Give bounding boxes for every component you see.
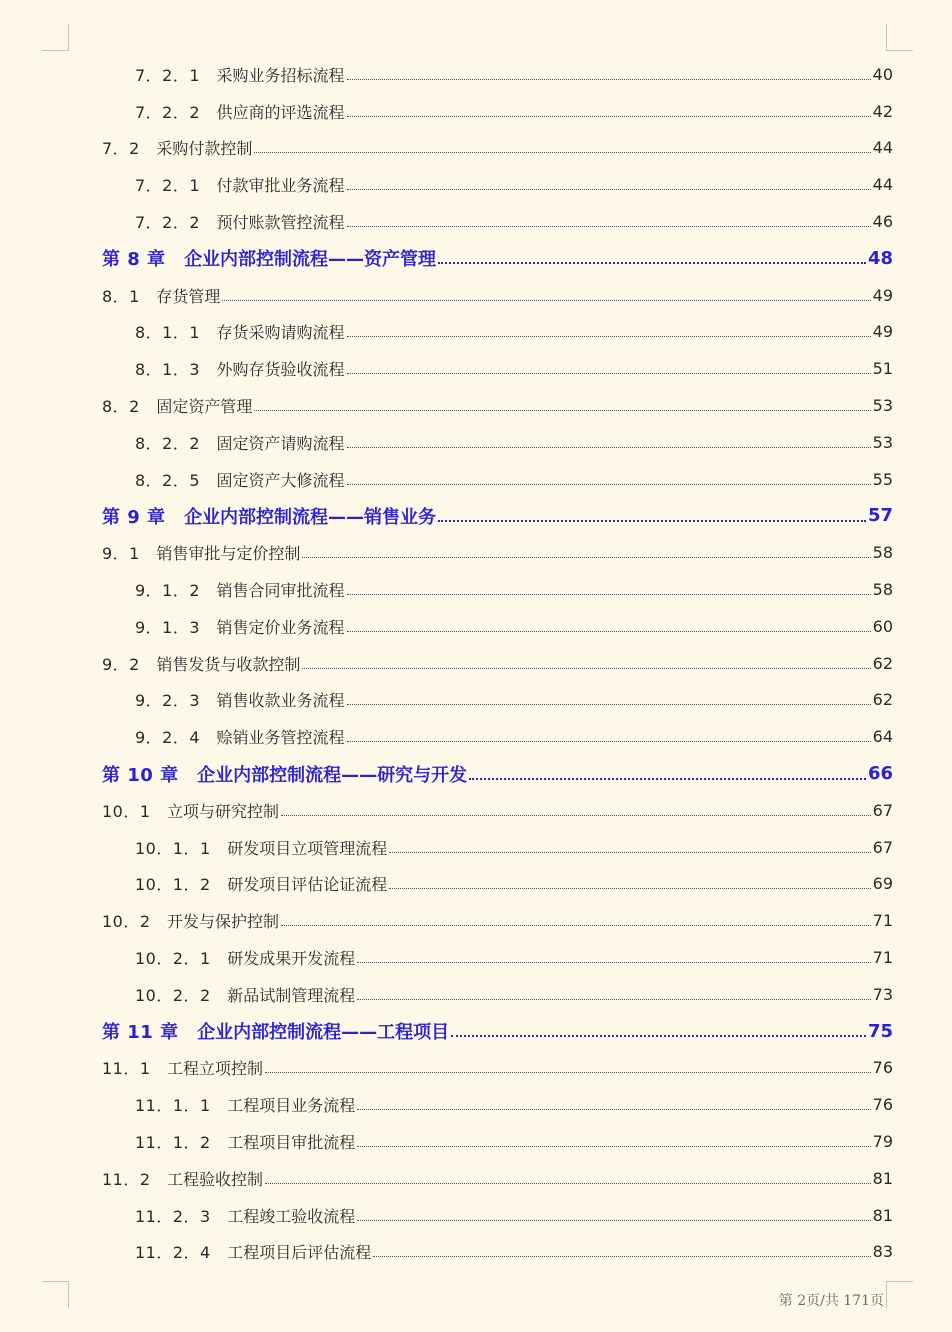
toc-chapter-entry[interactable] <box>102 755 893 792</box>
toc-entry[interactable] <box>102 608 893 645</box>
toc-entry-title: 固定资产管理 <box>156 397 253 417</box>
toc-entry-page-number: 81 <box>872 1168 893 1188</box>
toc-entry-number: 7．2．1 <box>135 176 217 196</box>
toc-entry[interactable] <box>102 645 893 682</box>
toc-entry-title: 企业内部控制流程——销售业务 <box>184 506 437 528</box>
dot-leader <box>347 704 871 705</box>
toc-entry-number: 10．2．1 <box>135 949 228 969</box>
toc-entry-page-number: 62 <box>872 690 893 710</box>
toc-entry-title: 销售发货与收款控制 <box>156 654 301 674</box>
toc-entry[interactable] <box>102 1086 893 1123</box>
toc-chapter-entry[interactable] <box>102 240 893 277</box>
dot-leader <box>347 631 871 632</box>
dot-leader <box>347 336 871 337</box>
toc-entry[interactable] <box>102 56 893 93</box>
crop-mark-bottom-left <box>42 1281 69 1308</box>
toc-entry-page-number: 51 <box>872 359 893 379</box>
toc-entry[interactable] <box>102 1050 893 1087</box>
toc-entry-page-number: 42 <box>872 101 893 121</box>
toc-entry-page-number: 76 <box>872 1095 893 1115</box>
toc-entry-page-number: 44 <box>872 175 893 195</box>
toc-entry-title: 销售合同审批流程 <box>216 581 345 601</box>
toc-entry-page-number: 48 <box>867 247 893 269</box>
toc-entry[interactable] <box>102 424 893 461</box>
toc-entry[interactable] <box>102 866 893 903</box>
toc-entry-number: 11．1 <box>102 1059 168 1079</box>
toc-entry-title: 存货管理 <box>156 286 221 306</box>
dot-leader <box>347 447 871 448</box>
dot-leader <box>347 484 871 485</box>
toc-entry-title: 开发与保护控制 <box>167 912 280 932</box>
toc-entry[interactable] <box>102 314 893 351</box>
toc-entry-page-number: 55 <box>872 469 893 489</box>
toc-entry[interactable] <box>102 682 893 719</box>
toc-entry-page-number: 69 <box>872 874 893 894</box>
toc-entry-title: 工程竣工验收流程 <box>227 1206 356 1226</box>
dot-leader <box>222 300 870 301</box>
toc-chapter-entry[interactable] <box>102 1013 893 1050</box>
toc-entry-page-number: 49 <box>872 285 893 305</box>
toc-entry-page-number: 83 <box>872 1242 893 1262</box>
dot-leader <box>438 262 866 264</box>
toc-entry-number: 10．1 <box>102 801 168 821</box>
toc-entry[interactable] <box>102 902 893 939</box>
toc-entry-number: 第 9 章 <box>102 506 185 528</box>
dot-leader <box>438 520 866 522</box>
toc-entry[interactable] <box>102 1160 893 1197</box>
dot-leader <box>357 1146 870 1147</box>
toc-entry-page-number: 58 <box>872 543 893 563</box>
toc-entry-number: 9．1．3 <box>135 617 217 637</box>
table-of-contents <box>102 56 893 1270</box>
toc-entry-title: 新品试制管理流程 <box>227 985 356 1005</box>
toc-entry-page-number: 62 <box>872 653 893 673</box>
dot-leader <box>347 189 871 190</box>
dot-leader <box>281 815 871 816</box>
toc-entry[interactable] <box>102 1123 893 1160</box>
dot-leader <box>281 925 871 926</box>
toc-entry-number: 8．1 <box>102 286 157 306</box>
toc-entry[interactable] <box>102 534 893 571</box>
dot-leader <box>357 999 870 1000</box>
toc-entry-page-number: 60 <box>872 616 893 636</box>
toc-entry-title: 固定资产请购流程 <box>216 433 345 453</box>
toc-entry-title: 工程验收控制 <box>167 1169 264 1189</box>
toc-entry-number: 11．2．4 <box>135 1243 228 1263</box>
toc-entry-page-number: 71 <box>872 911 893 931</box>
toc-entry-number: 9．2．4 <box>135 728 217 748</box>
toc-entry-title: 立项与研究控制 <box>167 801 280 821</box>
toc-entry-page-number: 75 <box>867 1020 893 1042</box>
dot-leader <box>357 1220 870 1221</box>
toc-entry-title: 付款审批业务流程 <box>216 176 345 196</box>
toc-entry-number: 10．2．2 <box>135 985 228 1005</box>
page-indicator: 第 2页/共 171页 <box>778 1293 884 1309</box>
toc-entry[interactable] <box>102 792 893 829</box>
toc-chapter-entry[interactable] <box>102 498 893 535</box>
toc-entry[interactable] <box>102 350 893 387</box>
toc-entry-title: 赊销业务管控流程 <box>216 728 345 748</box>
toc-entry[interactable] <box>102 939 893 976</box>
toc-entry-page-number: 44 <box>872 138 893 158</box>
dot-leader <box>302 557 870 558</box>
toc-entry-number: 11．2 <box>102 1169 168 1189</box>
dot-leader <box>469 778 866 780</box>
crop-mark-bottom-right <box>886 1281 913 1308</box>
toc-entry-title: 预付账款管控流程 <box>216 213 345 233</box>
toc-entry[interactable] <box>102 130 893 167</box>
dot-leader <box>347 79 871 80</box>
toc-entry[interactable] <box>102 166 893 203</box>
toc-entry-page-number: 71 <box>872 948 893 968</box>
toc-entry-page-number: 67 <box>872 800 893 820</box>
toc-entry-title: 销售定价业务流程 <box>216 617 345 637</box>
toc-entry-page-number: 46 <box>872 212 893 232</box>
dot-leader <box>347 373 871 374</box>
toc-entry-number: 10．1．1 <box>135 838 228 858</box>
toc-entry-number: 8．2．2 <box>135 433 217 453</box>
crop-mark-top-left <box>42 24 69 51</box>
toc-entry-page-number: 64 <box>872 727 893 747</box>
toc-entry-number: 10．1．2 <box>135 875 228 895</box>
toc-entry-page-number: 79 <box>872 1132 893 1151</box>
toc-entry-title: 固定资产大修流程 <box>216 470 345 490</box>
dot-leader <box>347 116 871 117</box>
toc-entry-title: 企业内部控制流程——研究与开发 <box>197 764 468 786</box>
toc-entry[interactable] <box>102 387 893 424</box>
dot-leader <box>357 962 870 963</box>
toc-entry-title: 工程立项控制 <box>167 1059 264 1079</box>
toc-entry-number: 8．2．5 <box>135 470 217 490</box>
toc-entry-page-number: 58 <box>872 580 893 600</box>
toc-entry-number: 7．2．2 <box>135 213 217 233</box>
toc-entry-page-number: 40 <box>872 64 893 84</box>
toc-entry-page-number: 81 <box>872 1205 893 1225</box>
toc-entry[interactable] <box>102 718 893 755</box>
toc-entry-title: 采购付款控制 <box>156 139 253 159</box>
toc-entry-number: 7．2 <box>102 139 157 159</box>
toc-entry-title: 研发项目立项管理流程 <box>227 838 388 858</box>
toc-entry-page-number: 53 <box>872 396 893 416</box>
toc-entry-page-number: 53 <box>872 432 893 452</box>
toc-entry-title: 研发项目评估论证流程 <box>227 875 388 895</box>
toc-entry-title: 工程项目后评估流程 <box>227 1243 372 1263</box>
toc-entry-number: 8．2 <box>102 397 157 417</box>
dot-leader <box>389 888 870 889</box>
toc-entry[interactable] <box>102 976 893 1013</box>
toc-entry-title: 存货采购请购流程 <box>216 323 345 343</box>
toc-entry-title: 供应商的评选流程 <box>216 102 345 122</box>
toc-entry-title: 销售收款业务流程 <box>216 691 345 711</box>
dot-leader <box>347 226 871 227</box>
dot-leader <box>265 1072 871 1073</box>
toc-entry-number: 10．2 <box>102 912 168 932</box>
toc-entry[interactable] <box>102 1234 893 1271</box>
toc-entry-title: 工程项目审批流程 <box>227 1133 356 1152</box>
dot-leader <box>254 152 870 153</box>
toc-entry-title: 企业内部控制流程——资产管理 <box>184 249 437 271</box>
toc-entry[interactable] <box>102 93 893 130</box>
toc-entry[interactable] <box>102 203 893 240</box>
toc-entry-title: 工程项目业务流程 <box>227 1096 356 1116</box>
toc-entry[interactable] <box>102 571 893 608</box>
toc-entry-title: 外购存货验收流程 <box>216 360 345 380</box>
toc-entry-title: 研发成果开发流程 <box>227 949 356 969</box>
toc-entry-number: 9．1．2 <box>135 581 217 601</box>
toc-entry-page-number: 67 <box>872 837 893 857</box>
toc-entry-title: 采购业务招标流程 <box>216 65 345 85</box>
dot-leader <box>347 594 871 595</box>
toc-entry[interactable] <box>102 829 893 866</box>
toc-entry-number: 9．2 <box>102 654 157 674</box>
toc-entry[interactable] <box>102 1197 893 1234</box>
toc-entry-number: 9．2．3 <box>135 691 217 711</box>
toc-entry-number: 11．2．3 <box>135 1206 228 1226</box>
toc-entry-title: 企业内部控制流程——工程项目 <box>197 1022 450 1044</box>
toc-entry-number: 11．1．1 <box>135 1096 228 1116</box>
dot-leader <box>373 1256 870 1257</box>
dot-leader <box>254 410 870 411</box>
dot-leader <box>302 668 870 669</box>
dot-leader <box>265 1183 871 1184</box>
toc-entry[interactable] <box>102 461 893 498</box>
toc-entry-number: 7．2．2 <box>135 102 217 122</box>
toc-entry-number: 8．1．3 <box>135 360 217 380</box>
toc-entry-number: 7．2．1 <box>135 65 217 85</box>
dot-leader <box>357 1109 870 1110</box>
toc-entry-page-number: 73 <box>872 984 893 1004</box>
toc-entry-page-number: 57 <box>867 505 893 527</box>
toc-entry[interactable] <box>102 277 893 314</box>
toc-entry-number: 11．1．2 <box>135 1133 228 1152</box>
toc-entry-page-number: 76 <box>872 1058 893 1078</box>
toc-entry-title: 销售审批与定价控制 <box>156 544 301 564</box>
toc-entry-number: 8．1．1 <box>135 323 217 343</box>
dot-leader <box>389 852 870 853</box>
toc-entry-page-number: 66 <box>867 763 893 785</box>
dot-leader <box>451 1035 866 1037</box>
dot-leader <box>347 741 871 742</box>
crop-mark-top-right <box>886 24 913 51</box>
toc-entry-number: 9．1 <box>102 544 157 564</box>
toc-entry-number: 第 10 章 <box>102 764 198 786</box>
toc-entry-page-number: 49 <box>872 322 893 342</box>
toc-entry-number: 第 8 章 <box>102 249 185 271</box>
toc-entry-number: 第 11 章 <box>102 1022 198 1044</box>
